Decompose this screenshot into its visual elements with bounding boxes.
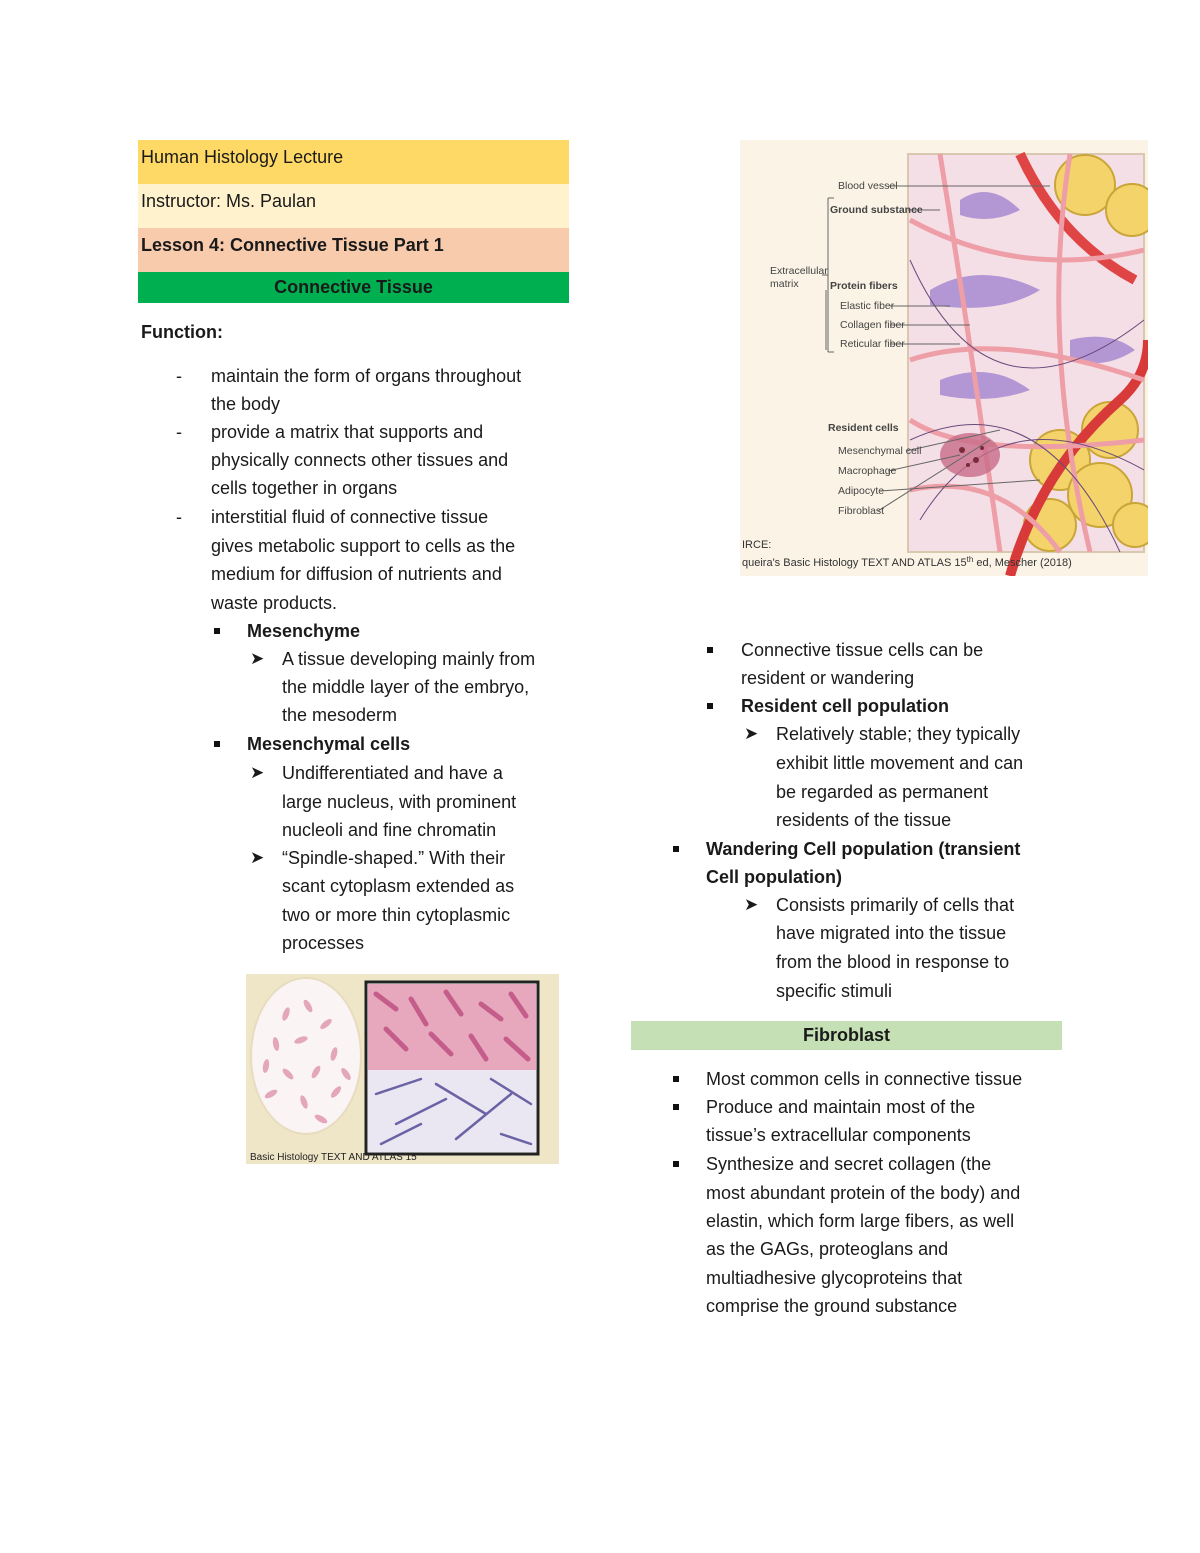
course-title: Human Histology Lecture (138, 140, 569, 184)
fibroblast-point-3-line-4: as the GAGs, proteoglans and (706, 1239, 949, 1259)
arrow-bullet-icon: ➤ (250, 649, 265, 668)
label-blood-vessel: Blood vessel (838, 180, 898, 192)
function-item-3-line-1: interstitial fluid of connective tissue (211, 507, 489, 527)
wandering-desc-line-2: have migrated into the tissue (776, 923, 1007, 943)
label-matrix: matrix (770, 278, 799, 290)
resident-desc-line-3: be regarded as permanent (776, 782, 989, 802)
label-macrophage: Macrophage (838, 465, 897, 477)
mesenchymal-micrograph (246, 974, 559, 1164)
function-item-2-line-1: provide a matrix that supports and (211, 422, 484, 442)
wandering-desc-line-1: Consists primarily of cells that (776, 895, 1015, 915)
fibroblast-point-3-line-5: multiadhesive glycoproteins that (706, 1268, 963, 1288)
wandering-title-line-1: Wandering Cell population (transient (706, 839, 1021, 859)
function-item-3-line-2: gives metabolic support to cells as the (211, 536, 516, 556)
function-item-1-line-1: maintain the form of organs throughout (211, 366, 522, 386)
mesenchyme-desc-line-3: the mesoderm (282, 705, 398, 725)
square-bullet (214, 741, 220, 747)
label-protein-fibers: Protein fibers (830, 280, 898, 292)
function-item-2-line-3: cells together in organs (211, 478, 398, 498)
mesenchyme-desc-line-2: the middle layer of the embryo, (282, 677, 530, 697)
resident-desc-line-1: Relatively stable; they typically (776, 724, 1021, 744)
fibroblast-point-3-line-3: elastin, which form large fibers, as well (706, 1211, 1015, 1231)
fibroblast-point-3-line-1: Synthesize and secret collagen (the (706, 1154, 992, 1174)
square-bullet (673, 1104, 679, 1110)
function-heading: Function: (141, 322, 223, 342)
label-fibroblast: Fibroblast (838, 505, 885, 517)
lesson-title: Lesson 4: Connective Tissue Part 1 (138, 228, 569, 272)
resident-title: Resident cell population (741, 696, 950, 716)
mesenchyme-desc-line-1: A tissue developing mainly from (282, 649, 536, 669)
label-collagen-fiber: Collagen fiber (840, 319, 905, 331)
mcells-desc1-line-1: Undifferentiated and have a (282, 763, 503, 783)
arrow-bullet-icon: ➤ (744, 724, 759, 743)
mcells-desc2-line-3: two or more thin cytoplasmic (282, 905, 511, 925)
function-item-2-line-2: physically connects other tissues and (211, 450, 509, 470)
square-bullet (707, 703, 713, 709)
resident-desc-line-4: residents of the tissue (776, 810, 952, 830)
fibroblast-point-2-line-1: Produce and maintain most of the (706, 1097, 976, 1117)
arrow-bullet-icon: ➤ (250, 848, 265, 867)
mcells-desc2-line-1: “Spindle-shaped.” With their (282, 848, 506, 868)
instructor-line: Instructor: Ms. Paulan (138, 184, 569, 228)
label-mesenchymal-cell: Mesenchymal cell (838, 445, 922, 457)
mcells-desc2-line-2: scant cytoplasm extended as (282, 876, 515, 896)
wandering-desc-line-3: from the blood in response to (776, 952, 1010, 972)
dash-bullet: - (176, 366, 182, 386)
fibroblast-point-1: Most common cells in connective tissue (706, 1069, 1023, 1089)
function-item-1-line-2: the body (211, 394, 281, 414)
function-item-3-line-4: waste products. (211, 593, 338, 613)
diagram-source-line-1: IRCE: (742, 539, 772, 551)
function-item-3-line-3: medium for diffusion of nutrients and (211, 564, 502, 584)
section-heading: Connective Tissue (138, 272, 569, 303)
square-bullet (673, 1161, 679, 1167)
fibroblast-point-2-line-2: tissue’s extracellular components (706, 1125, 971, 1145)
fibroblast-point-3-line-6: comprise the ground substance (706, 1296, 958, 1316)
square-bullet (673, 1076, 679, 1082)
connective-tissue-diagram (740, 140, 1148, 576)
label-resident-cells: Resident cells (828, 422, 899, 434)
arrow-bullet-icon: ➤ (250, 763, 265, 782)
resident-desc-line-2: exhibit little movement and can (776, 753, 1024, 773)
label-extracellular: Extracellular (770, 265, 828, 277)
fibroblast-heading: Fibroblast (631, 1021, 1062, 1050)
dash-bullet: - (176, 422, 182, 442)
mesenchymal-cells-title: Mesenchymal cells (247, 734, 411, 754)
cells-intro-line-2: resident or wandering (741, 668, 915, 688)
fibroblast-point-3-line-2: most abundant protein of the body) and (706, 1183, 1021, 1203)
mcells-desc1-line-2: large nucleus, with prominent (282, 792, 517, 812)
wandering-desc-line-4: specific stimuli (776, 981, 893, 1001)
micrograph-caption: Basic Histology TEXT AND ATLAS 15 (250, 1152, 417, 1163)
arrow-bullet-icon: ➤ (744, 895, 759, 914)
square-bullet (214, 628, 220, 634)
dash-bullet: - (176, 507, 182, 527)
label-elastic-fiber: Elastic fiber (840, 300, 895, 312)
square-bullet (673, 846, 679, 852)
label-ground-substance: Ground substance (830, 204, 923, 216)
mesenchyme-title: Mesenchyme (247, 621, 361, 641)
wandering-title-line-2: Cell population) (706, 867, 842, 887)
square-bullet (707, 647, 713, 653)
mcells-desc1-line-3: nucleoli and fine chromatin (282, 820, 497, 840)
mcells-desc2-line-4: processes (282, 933, 365, 953)
label-adipocyte: Adipocyte (838, 485, 885, 497)
label-reticular-fiber: Reticular fiber (840, 338, 905, 350)
cells-intro-line-1: Connective tissue cells can be (741, 640, 984, 660)
diagram-source-line-2: queira's Basic Histology TEXT AND ATLAS 15th ed, Mescher (2018) (742, 555, 1072, 569)
